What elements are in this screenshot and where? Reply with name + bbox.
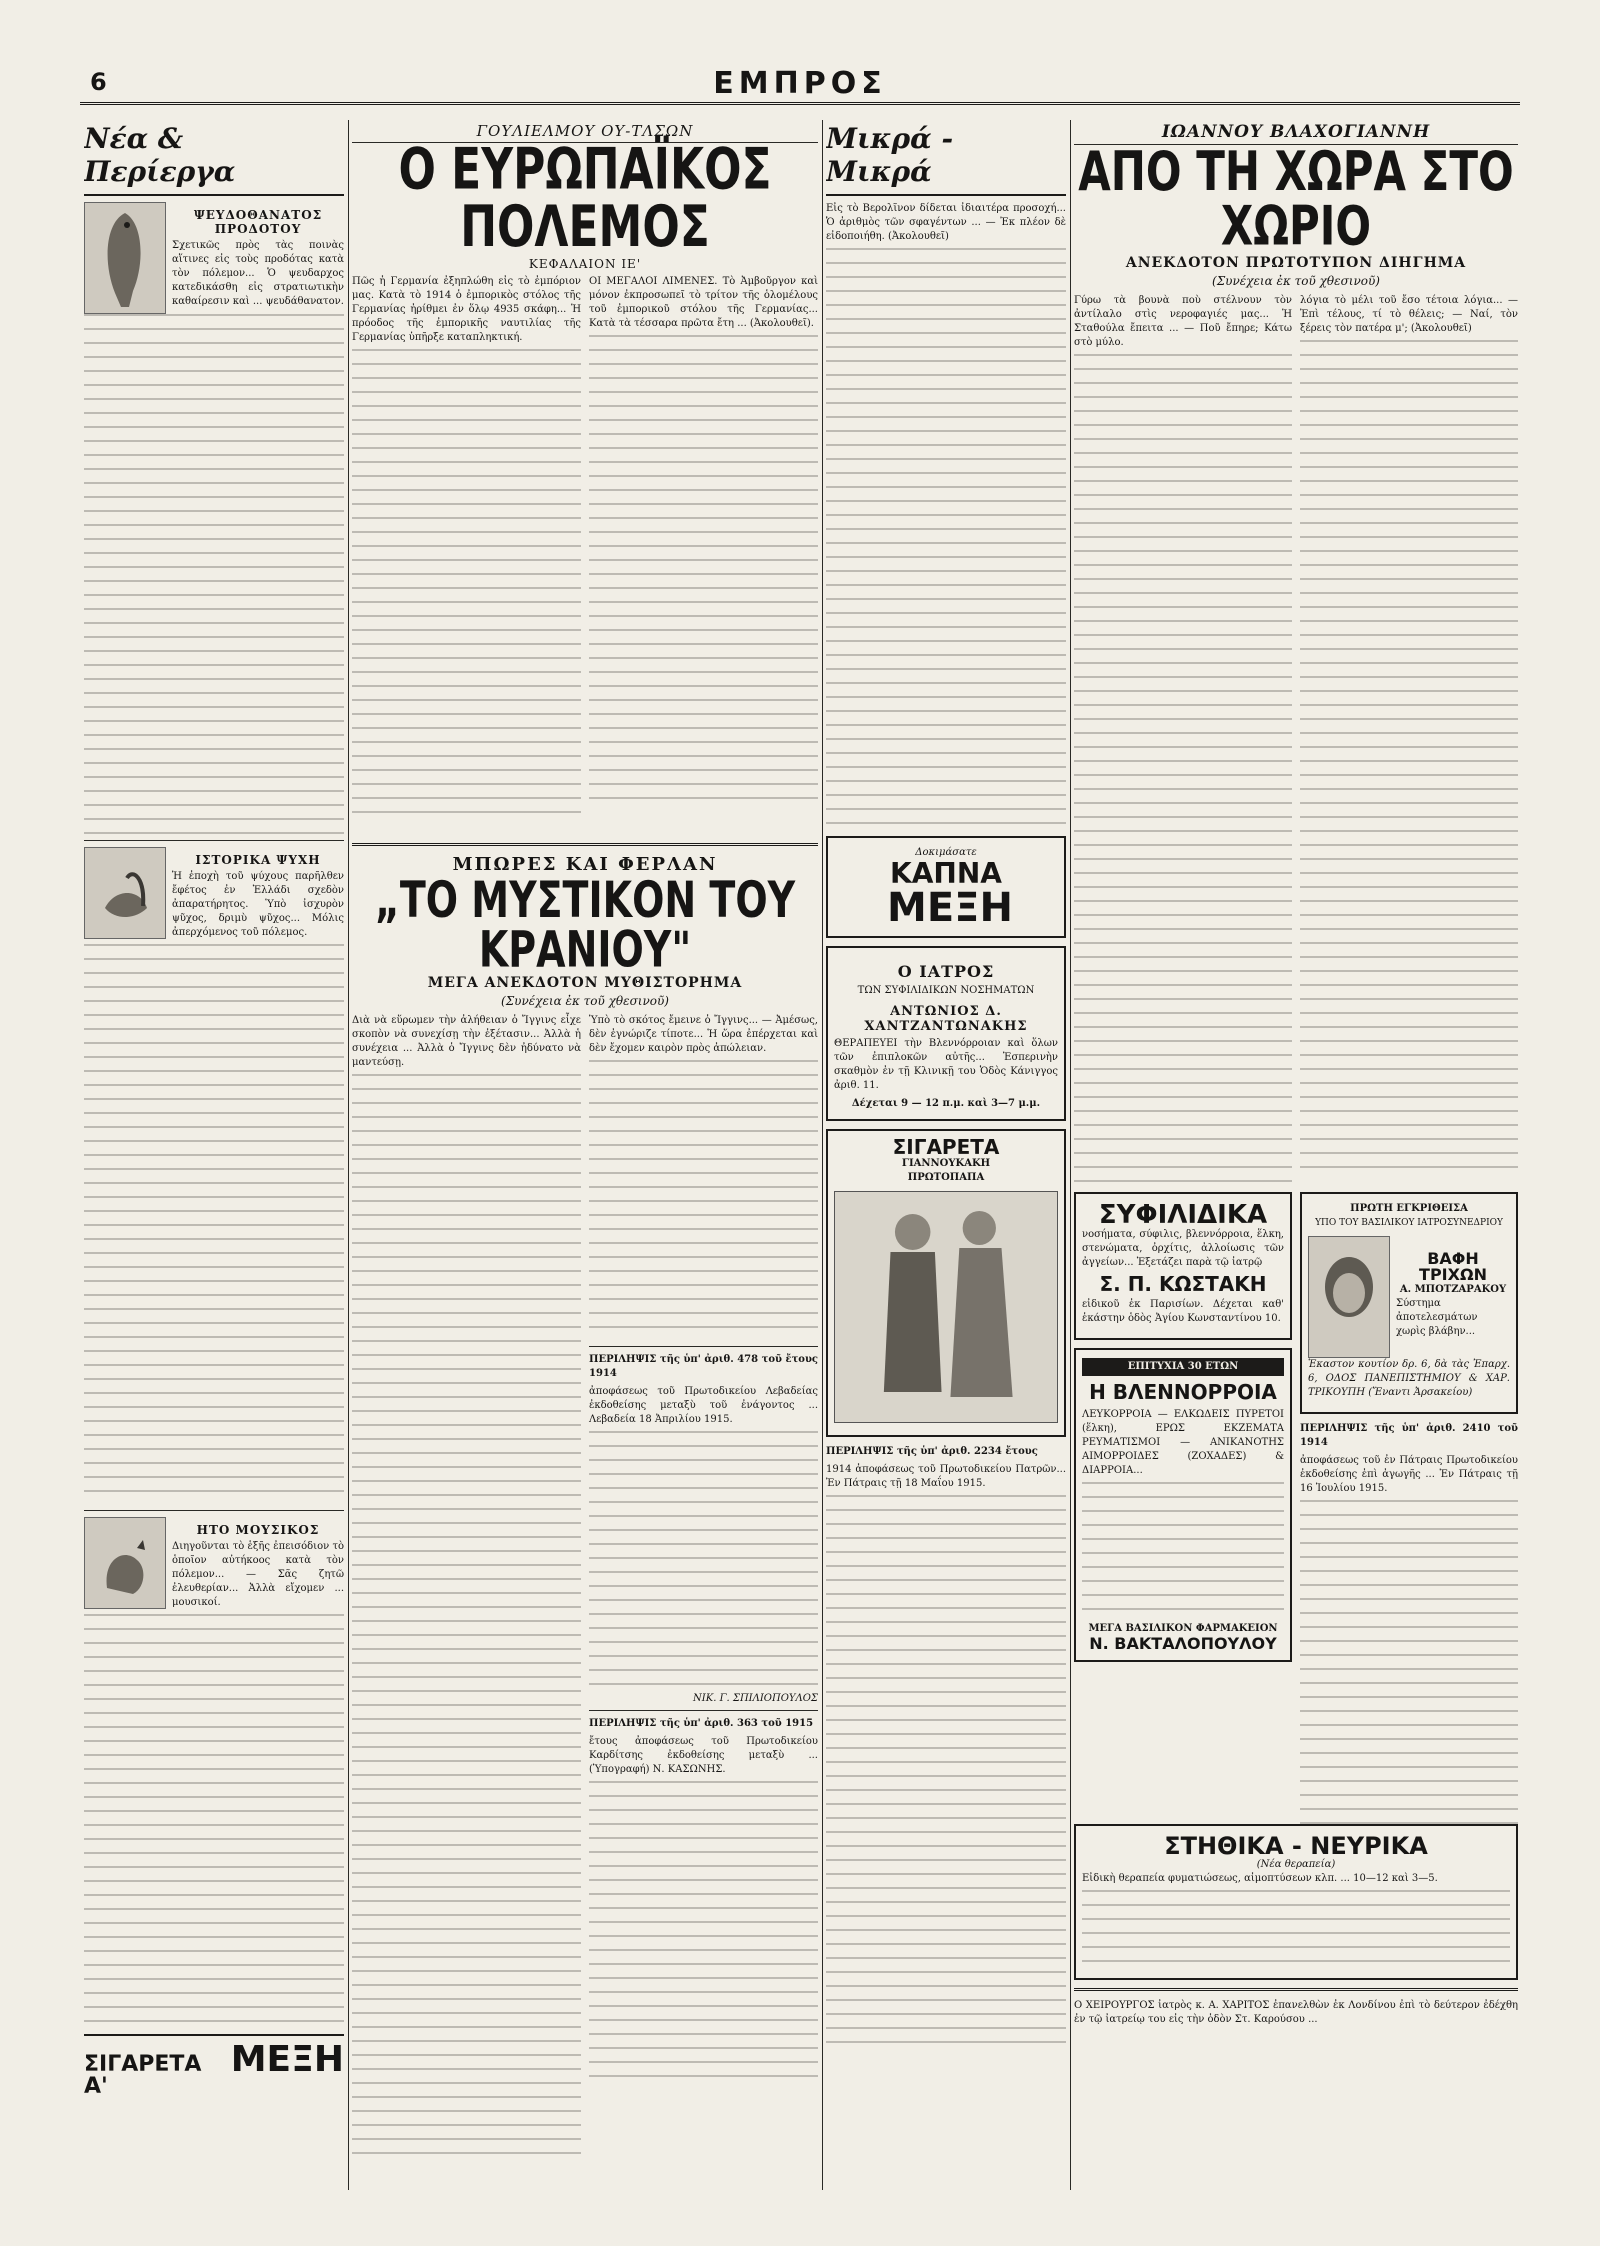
ad-banner: ΕΠΙΤΥΧΙΑ 30 ΕΤΩΝ <box>1082 1358 1284 1376</box>
cigarette-ad <box>826 1129 1066 1437</box>
doctor-specialty: ΤΩΝ ΣΥΦΙΛΙΔΙΚΩΝ ΝΟΣΗΜΑΤΩΝ <box>857 985 1035 996</box>
doctor-text: ΘΕΡΑΠΕΥΕΙ τὴν Βλεννόρροιαν καὶ ὅλων τῶν ἐπιπλοκῶν αὐτῆς... Ἑσπερινὴν σκαθμὸν ἐν τῇ Κλινικῇ του Ὁδὸς Κάνιγγος ἀριθ. 11. <box>834 1038 1058 1091</box>
section-heading: Νέα & Περίεργα <box>84 120 344 196</box>
paper-title: ΕΜΠΡΟΣ <box>713 66 887 101</box>
ad-address: εἰδικοῦ ἐκ Παρισίων. Δέχεται καθ' ἑκάστην ὁδὸς Ἀγίου Κωνσταντίνου 10. <box>1082 1299 1284 1324</box>
column-european-war <box>352 120 818 2190</box>
news-item <box>84 202 344 314</box>
ad-brand: ΜΕΞΗ <box>230 2039 344 2080</box>
ad-brand: ΜΕΞΗ <box>887 885 1013 931</box>
story-author: ΙΩΑΝΝΟΥ ΒΛΑΧΟΓΙΑΝΝΗ <box>1074 120 1518 145</box>
swan-illustration <box>84 847 166 939</box>
doctor-name: Σ. Π. ΚΩΣΤΑΚΗ <box>1099 1272 1267 1296</box>
body-text-block <box>1074 354 1292 1184</box>
story-text: Γύρω τὰ βουνὰ ποὺ στέλνουν τὸν ἀντίλαλο στὶς νεροφαγιές μας... Ἡ Σταθούλα ἔπειτα ... — Ποῦ ἔπηρε; Κάτω στὸ μύλο. <box>1074 295 1292 348</box>
story-authors: ΜΠΩΡΕΣ ΚΑΙ ΦΕΡΛΑΝ <box>452 854 718 875</box>
ad-footer: Ἑκαστον κουτίον δρ. 6, δὰ τὰς Ἐπαρχ. 6, ΟΔΟΣ ΠΑΝΕΠΙΣΤΗΜΙΟΥ & ΧΑΡ. ΤΡΙΚΟΥΠΗ (Ἔναντι Ἀρσακείου) <box>1308 1359 1510 1398</box>
notice-text: ἔτους ἀποφάσεως τοῦ Πρωτοδικείου Καρδίτσης ἐκδοθείσης μεταξὺ ... (Ὑπογραφή) Ν. ΚΑΣΩΝΗΣ. <box>589 1736 818 1775</box>
item-title: ΗΤΟ ΜΟΥΣΙΚΟΣ <box>196 1523 320 1537</box>
body-text-block <box>1300 1500 1518 1830</box>
ad-title: Η ΒΛΕΝΝΟΡΡΟΙΑ <box>1089 1380 1277 1404</box>
kapna-ad <box>826 836 1066 938</box>
ad-maker: Α. ΜΠΟΤΖΑΡΑΚΟΥ <box>1399 1284 1507 1295</box>
doctor-heading: Ο ΙΑΤΡΟΣ <box>897 962 995 981</box>
ad-seller: ΜΕΓΑ ΒΑΣΙΛΙΚΟΝ ΦΑΡΜΑΚΕΙΟΝ <box>1088 1623 1278 1634</box>
news-item <box>84 1517 344 1614</box>
news-item <box>84 847 344 944</box>
ad-banner: ΠΡΩΤΗ ΕΓΚΡΙΘΕΙΣΑ <box>1350 1203 1468 1214</box>
doctor-hours: Δέχεται 9 — 12 π.μ. καὶ 3—7 μ.μ. <box>851 1098 1041 1109</box>
rooster-illustration <box>84 1517 166 1609</box>
item-text: Σχετικῶς πρὸς τὰς ποινὰς αἵτινες εἰς τοὺς προδότας κατὰ τὸν πόλεμον... Ὁ ψευδαρχος κατεδικάσθη εἰς στρατιωτικὴν καθαίρεσιν καὶ ... ψευδάθανατον. <box>172 240 344 307</box>
story-title: „ΤΟ ΜΥΣΤΙΚΟΝ ΤΟΥ ΚΡΑΝΙΟΥ" <box>374 871 796 979</box>
article-text: Πῶς ἡ Γερμανία ἐξηπλώθη εἰς τὸ ἐμπόριον μας. Κατὰ τὸ 1914 ὁ ἐμπορικὸς στόλος τῆς Γερμανίας ἠρίθμει ἐν ὅλῳ 4935 σκάφη... Ἡ πρόοδος τῆς ἐμπορικῆς ναυτιλίας τῆς Γερμανίας ὑπῆρξε καταπληκτική. <box>352 276 581 343</box>
body-text-block <box>352 1074 581 2154</box>
ad-title: ΒΑΦΗ ΤΡΙΧΩΝ <box>1419 1249 1487 1284</box>
notice-text: ἀποφάσεως τοῦ Πρωτοδικείου Λεβαδείας ἐκδοθείσης μεταξὺ τοῦ ἐνάγοντος ... Λεβαδεία 18 Ἀπριλίου 1915. <box>589 1386 818 1425</box>
small-news-text: Εἰς τὸ Βερολῖνον δίδεται ἰδιαιτέρα προσοχή... Ὁ ἀριθμὸς τῶν σφαγέντων ... — Ἐκ πλέον δὲ εἰδοποιήθη. (Ἀκολουθεῖ) <box>826 203 1066 242</box>
body-text-block <box>1300 340 1518 1170</box>
column-rule <box>348 120 349 2190</box>
woman-portrait-illustration <box>1308 1236 1390 1358</box>
ad-title: ΣΤΗΘΙΚΑ - ΝΕΥΡΙΚΑ <box>1164 1832 1428 1860</box>
ad-text: Σύστημα ἀποτελεσμάτων χωρὶς βλάβην... <box>1396 1298 1478 1337</box>
item-text: Ἡ ἐποχὴ τοῦ ψύχους παρῆλθεν ἔφέτος ἐν Ἑλλάδι σχεδὸν ἀπαρατήρητος. Ὑπὸ ἰσχυρὸν ψῦχος, δριμὺ ψῦχος... Μόλις ἀπερχόμενος τοῦ πόλεμος. <box>172 871 344 938</box>
body-text-block <box>589 1781 818 2081</box>
ad-subtitle: ΥΠΟ ΤΟΥ ΒΑΣΙΛΙΚΟΥ ΙΑΤΡΟΣΥΝΕΔΡΙΟΥ <box>1315 1218 1503 1228</box>
notice-text: ἀποφάσεως τοῦ ἐν Πάτραις Πρωτοδικείου ἐκδοθείσης ἐπὶ ἀγωγῆς ... Ἐν Πάτραις τῇ 16 Ἰουλίου 1915. <box>1300 1455 1518 1494</box>
article-text: ΟΙ ΜΕΓΑΛΟΙ ΛΙΜΕΝΕΣ. Τὸ Ἀμβοῦργον καὶ μόνον ἐκπροσωπεῖ τὸ τρίτον τῆς ὁλομέλους τοῦ ἐμπορικοῦ στόλου τῆς Γερμανίας... Κατὰ τὰ τέσσαρα πρῶτα ἔτη ... (Ἀκολουθεῖ). <box>589 276 818 329</box>
masthead <box>80 68 1520 105</box>
notice-heading: ΠΕΡΙΛΗΨΙΣ τῆς ὑπ' ἀριθ. 2234 ἔτους <box>826 1446 1038 1457</box>
ad-title: ΣΥΦΙΛΙΔΙΚΑ <box>1098 1200 1268 1230</box>
ad-text: ΚΑΠΝΑ <box>890 857 1002 890</box>
ad-title: ΣΙΓΑΡΕΤΑ <box>892 1135 1000 1159</box>
notice-heading: ΠΕΡΙΛΗΨΙΣ τῆς ὑπ' ἀριθ. 2410 τοῦ 1914 <box>1300 1423 1518 1448</box>
cigarette-ad-bottom <box>84 2034 344 2098</box>
doctor-ad <box>826 946 1066 1121</box>
story-subtitle: ΜΕΓΑ ΑΝΕΚΔΟΤΟΝ ΜΥΘΙΣΤΟΡΗΜΑ <box>427 975 743 991</box>
ad-brand: ΓΙΑΝΝΟΥΚΑΚΗ <box>901 1158 991 1169</box>
ad-text: ΛΕΥΚΟΡΡΟΙΑ — ΕΛΚΩΔΕΙΣ ΠΥΡΕΤΟΙ (ἕλκη), ΕΡΩΣ ΕΚΖΕΜΑΤΑ ΡΕΥΜΑΤΙΣΜΟΙ — ΑΝΙΚΑΝΟΤΗΣ ΑΙΜΟΡΡΟΙΔΕΣ (ΖΟΧΑΔΕΣ) & ΔΙΑΡΡΟΙΑ... <box>1082 1409 1284 1476</box>
article-headline: Ο ΕΥΡΩΠΑΪΚΟΣ ΠΟΛΕΜΟΣ <box>398 136 772 261</box>
body-text-block <box>589 1060 818 1340</box>
body-text-block <box>826 248 1066 828</box>
item-title: ΙΣΤΟΡΙΚΑ ΨΥΧΗ <box>195 853 321 867</box>
parrot-illustration <box>84 202 166 314</box>
story-text: Διὰ νὰ εὕρωμεν τὴν ἀλήθειαν ὁ Ἴγγινς εἶχε σκοπὸν νὰ συνεχίσῃ τὴν ἐξέτασιν... Ἀλλὰ ἡ συνέχεια ... Ἀλλὰ ὁ Ἴγγινς δὲν ἠδύνατο νὰ μαντεύσῃ. <box>352 1015 581 1068</box>
body-text-block <box>589 335 818 805</box>
notice-heading: ΠΕΡΙΛΗΨΙΣ τῆς ὑπ' ἀριθ. 363 τοῦ 1915 <box>589 1718 814 1729</box>
story-continuation: (Συνέχεια ἐκ τοῦ χθεσινοῦ) <box>1212 274 1380 288</box>
section-heading: Μικρά - Μικρά <box>826 120 1066 196</box>
notice-signature: ΝΙΚ. Γ. ΣΠΙΛΙΟΠΟΥΛΟΣ <box>693 1693 818 1704</box>
ad-label: Δοκιμάσατε <box>915 847 977 858</box>
ad-brand: ΠΡΩΤΟΠΑΠΑ <box>907 1172 985 1183</box>
column-story-village <box>1074 120 1518 2190</box>
notice-text: 1914 ἀποφάσεως τοῦ Πρωτοδικείου Πατρῶν... Ἐν Πάτραις τῇ 18 Μαΐου 1915. <box>826 1464 1066 1489</box>
smoking-couple-illustration <box>834 1191 1058 1423</box>
syphilis-ad <box>1074 1192 1292 1340</box>
body-text-block <box>826 1495 1066 2055</box>
item-title: ΨΕΥΔΟΘΑΝΑΤΟΣ ΠΡΟΔΟΤΟΥ <box>193 208 323 236</box>
body-text-block <box>84 944 344 1504</box>
column-small-news <box>826 120 1066 2190</box>
chapter-label: ΚΕΦΑΛΑΙΟΝ ΙΕ' <box>528 257 642 271</box>
body-text-block <box>1082 1482 1284 1622</box>
surgeon-notice: Ο ΧΕΙΡΟΥΡΓΟΣ ἰατρὸς κ. Α. ΧΑΡΙΤΟΣ ἐπανελθὼν ἐκ Λονδίνου ἐπὶ τὸ δεύτερον ἐδέχθη ἐν τῷ ἰατρείῳ του εἰς τὴν ὁδὸν Στ. Καρούσου ... <box>1074 2000 1518 2025</box>
ad-subtitle: (Νέα θεραπεία) <box>1256 1859 1336 1870</box>
doctor-name: ΑΝΤΩΝΙΟΣ Δ. ΧΑΝΤΖΑΝΤΩΝΑΚΗΣ <box>864 1004 1028 1034</box>
page-number: 6 <box>90 68 107 96</box>
pharmacist-name: Ν. ΒΑΚΤΑΛΟΠΟΥΛΟΥ <box>1089 1634 1277 1653</box>
story-headline: ΑΠΟ ΤΗ ΧΩΡΑ ΣΤΟ ΧΩΡΙΟ <box>1078 139 1514 258</box>
column-rule <box>1070 120 1071 2190</box>
column-rule <box>822 120 823 2190</box>
story-text: Ὑπὸ τὸ σκότος ἔμεινε ὁ Ἴγγινς... — Ἀμέσως, δὲν ἐγνώριζε τίποτε... Ἡ ὥρα ἐπέρχεται καὶ δὲν ἔχομεν καιρὸν πρὸς ἀπώλειαν. <box>589 1015 818 1054</box>
hair-dye-ad <box>1300 1192 1518 1414</box>
body-text-block <box>84 314 344 834</box>
body-text-block <box>352 349 581 819</box>
blennorrhea-ad <box>1074 1348 1292 1662</box>
story-subtitle: ΑΝΕΚΔΟΤΟΝ ΠΡΩΤΟΤΥΠΟΝ ΔΙΗΓΗΜΑ <box>1125 255 1467 271</box>
column-news-curiosities <box>84 120 344 2190</box>
article-author: ΓΟΥΛΙΕΛΜΟΥ ΟΥ-ΤΛΣΩΝ <box>352 120 818 143</box>
body-text-block <box>1082 1890 1510 1970</box>
item-text: Διηγοῦνται τὸ ἑξῆς ἐπεισόδιον τὸ ὁποῖον αὐτήκοος κατὰ τὸν πόλεμον... — Σᾶς ζητῶ ἐλευθερίαν... Ἀλλὰ εἴχομεν ... μουσικοί. <box>172 1541 344 1608</box>
chest-nervous-ad <box>1074 1824 1518 1980</box>
ad-text: Εἰδικὴ θεραπεία φυματιώσεως, αἱμοπτύσεων κλπ. ... 10—12 καὶ 3—5. <box>1082 1873 1438 1884</box>
body-text-block <box>589 1431 818 1691</box>
ad-text: νοσήματα, σύφιλις, βλεννόρροια, ἕλκη, στενώματα, ὀρχίτις, ἀλλοίωσις τῶν ἀγγείων... Ἐξετάζει παρὰ τῷ ἰατρῷ <box>1082 1229 1284 1268</box>
notice-heading: ΠΕΡΙΛΗΨΙΣ τῆς ὑπ' ἀριθ. 478 τοῦ ἔτους 1914 <box>589 1354 818 1379</box>
body-text-block <box>84 1614 344 2034</box>
story-continuation: (Συνέχεια ἐκ τοῦ χθεσινοῦ) <box>501 994 669 1008</box>
story-text: λόγια τὸ μέλι τοῦ ἔσο τέτοια λόγια... — Ἐπὶ τέλους, τί τὸ θέλεις; — Ναί, τὸν ξέρεις τὸν πατέρα μ'; (Ἀκολουθεῖ) <box>1300 295 1518 334</box>
ad-text: ΣΙΓΑΡΕΤΑ Α' <box>84 2052 202 2099</box>
